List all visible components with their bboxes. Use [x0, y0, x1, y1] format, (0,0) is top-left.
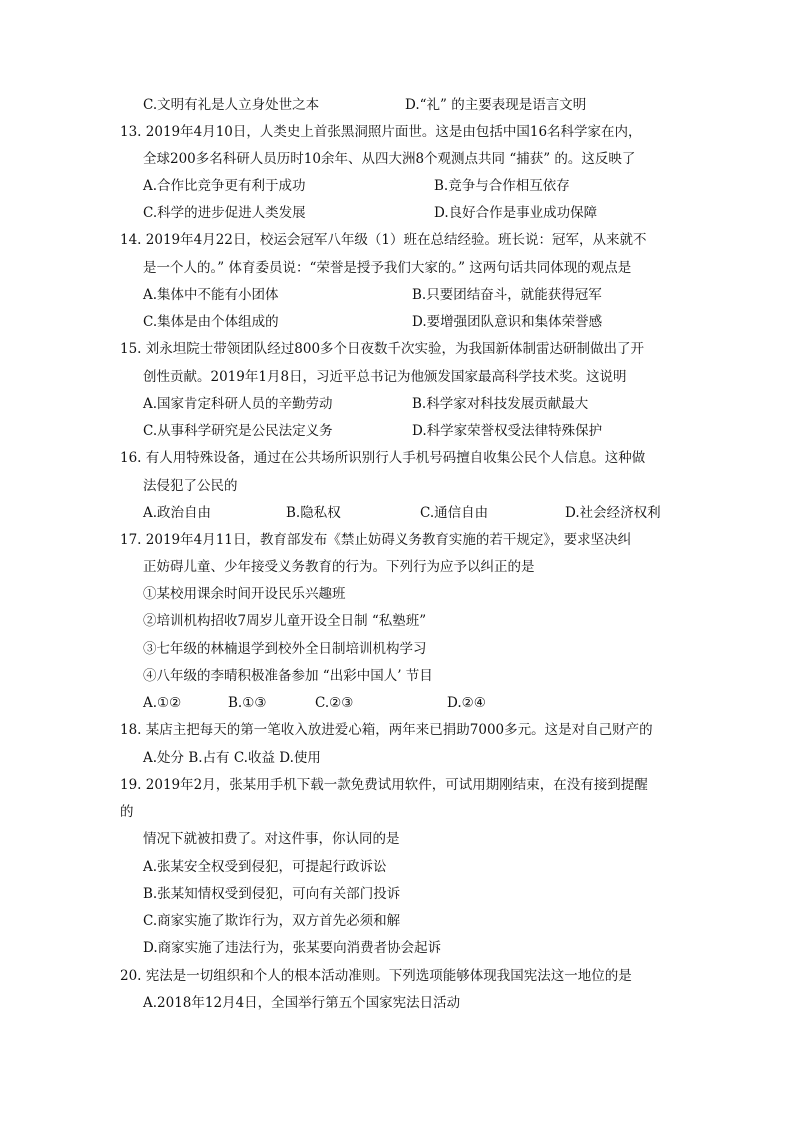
question-13-stem: 13. 2019年4月10日，人类史上首张黑洞照片面世。这是由包括中国16名科学家在内，: [120, 124, 642, 140]
question-17-option-b: B.①③: [228, 695, 267, 711]
question-13-option-b: B.竞争与合作相互依存: [434, 178, 570, 194]
question-16-stem: 16. 有人用特殊设备，通过在公共场所识别行人手机号码擅自收集公民个人信息。这种做: [120, 450, 646, 466]
question-17-item-3: ③七年级的林楠退学到校外全日制培训机构学习: [143, 641, 427, 657]
question-14-option-c: C.集体是由个体组成的: [143, 314, 279, 330]
question-15-stem: 15. 刘永坦院士带领团队经过800多个日夜数千次实验，为我国新体制雷达研制做出了开: [120, 341, 645, 357]
question-20-stem: 20. 宪法是一切组织和个人的根本活动准则。下列选项能够体现我国宪法这一地位的是: [120, 968, 632, 984]
question-16-option-b: B.隐私权: [286, 505, 341, 521]
question-19-stem-wrap: 的: [120, 804, 134, 820]
question-15-option-b: B.科学家对科技发展贡献最大: [412, 396, 589, 412]
option-c-q12: C.文明有礼是人立身处世之本: [143, 97, 320, 113]
question-17-option-a: A.①②: [143, 695, 182, 711]
question-17-item-1: ①某校用课余时间开设民乐兴趣班: [143, 586, 346, 602]
question-17-option-d: D.②④: [447, 695, 486, 711]
question-16-option-d: D.社会经济权利: [565, 505, 661, 521]
question-17-stem: 17. 2019年4月11日，教育部发布《禁止妨碍义务教育实施的若干规定》，要求坚决纠: [120, 532, 632, 548]
question-15-option-c: C.从事科学研究是公民法定义务: [143, 423, 333, 439]
question-20-option-a: A.2018年12月4日，全国举行第五个国家宪法日活动: [143, 995, 461, 1011]
question-17-option-c: C.②③: [315, 695, 354, 711]
question-17-item-4: ④八年级的李晴积极准备参加 “出彩中国人’ 节目: [143, 668, 433, 684]
question-13-option-d: D.良好合作是事业成功保障: [434, 205, 598, 221]
question-17-item-2: ②培训机构招收7周岁儿童开设全日制 “私塾班”: [143, 613, 427, 629]
question-15-option-d: D.科学家荣誉权受法律特殊保护: [412, 423, 603, 439]
question-14-option-b: B.只要团结奋斗，就能获得冠军: [412, 287, 602, 303]
question-15-stem-cont: 创性贡献。2019年1月8日，习近平总书记为他颁发国家最高科学技术奖。这说明: [143, 369, 627, 385]
question-16-stem-cont: 法侵犯了公民的: [143, 478, 238, 494]
question-19-option-c: C.商家实施了欺诈行为，双方首先必须和解: [143, 913, 401, 929]
question-13-option-c: C.科学的进步促进人类发展: [143, 205, 306, 221]
question-19-stem: 19. 2019年2月，张某用手机下载一款免费试用软件，可试用期刚结束，在没有接到提醒: [120, 777, 648, 793]
question-14-option-d: D.要增强团队意识和集体荣誉感: [412, 314, 603, 330]
question-14-stem: 14. 2019年4月22日，校运会冠军八年级（1）班在总结经验。班长说：冠军，从来就不: [120, 232, 647, 248]
question-19-option-b: B.张某知情权受到侵犯，可向有关部门投诉: [143, 886, 401, 902]
question-13-stem-cont: 全球200多名科研人员历时10余年、从四大洲8个观测点共同 “捕获” 的。这反映了: [143, 151, 636, 167]
question-17-stem-cont: 正妨碍儿童、少年接受义务教育的行为。下列行为应予以纠正的是: [143, 559, 535, 575]
question-16-option-a: A.政治自由: [143, 505, 212, 521]
question-16-option-c: C.通信自由: [420, 505, 489, 521]
question-19-stem-cont: 情况下就被扣费了。对这件事，你认同的是: [143, 831, 400, 847]
question-14-stem-cont: 是一个人的。” 体育委员说：“荣誉是授予我们大家的。” 这两句话共同体现的观点是: [143, 260, 632, 276]
option-d-q12: D.“礼” 的主要表现是语言文明: [405, 97, 587, 113]
question-19-option-a: A.张某安全权受到侵犯，可提起行政诉讼: [143, 859, 387, 875]
question-18-stem: 18. 某店主把每天的第一笔收入放进爱心箱，两年来已捐助7000多元。这是对自己财产的: [120, 722, 653, 738]
question-18-options: A.处分 B.占有 C.收益 D.使用: [143, 750, 321, 766]
question-13-option-a: A.合作比竞争更有利于成功: [143, 178, 306, 194]
question-15-option-a: A.国家肯定科研人员的辛勤劳动: [143, 396, 333, 412]
question-19-option-d: D.商家实施了违法行为，张某要向消费者协会起诉: [143, 940, 442, 956]
question-14-option-a: A.集体中不能有小团体: [143, 287, 279, 303]
